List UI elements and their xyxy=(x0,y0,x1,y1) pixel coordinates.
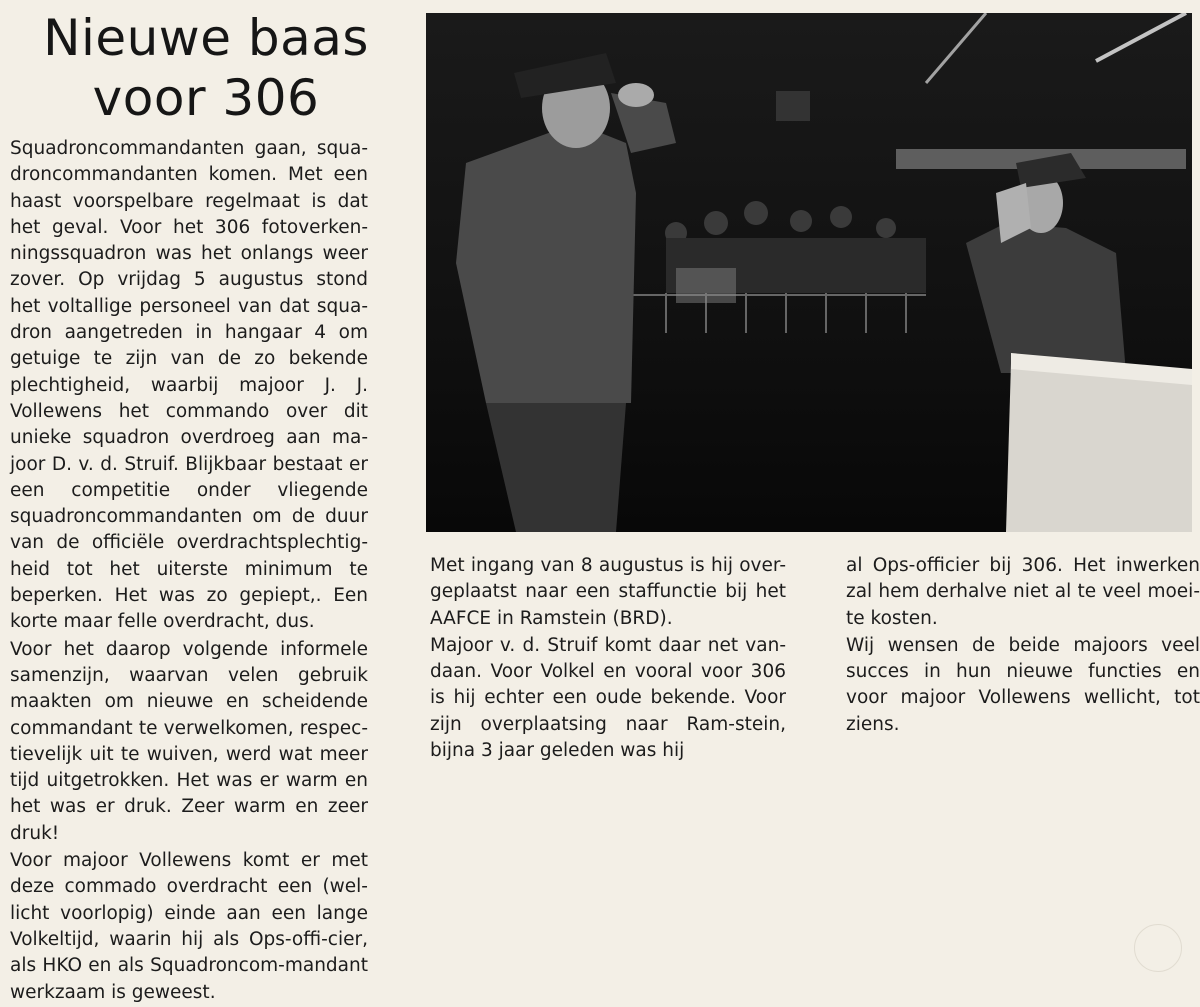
article-column-1 xyxy=(10,136,368,1007)
paragraph: Met ingang van 8 augustus is hij over-geplaatst naar een staffunctie bij het AAFCE in Ramstein (BRD). xyxy=(430,555,786,629)
paragraph: Squadroncommandanten gaan, squa-droncommandanten komen. Met een haast voorspelbare regelmaat is dat het geval. Voor het 306 fotoverken-ningssquadron was het onlangs weer zover. Op vrijdag 5 augustus stond het voltallige personeel van dat squa-dron aangetreden in hangaar 4 om getuige te zijn van de zo bekende plechtigheid, waarbij majoor J. J. Vollewens het commando over dit unieke squadron overdroeg aan ma-joor D. v. d. Struif. Blijkbaar bestaat er een competitie onder vliegende squadroncommandanten om de duur van de officiële overdrachtsplechtig-heid tot het uiterste minimum te beperken. Het was zo gepiept,. Een korte maar felle overdracht, dus. xyxy=(10,138,368,633)
archive-stamp xyxy=(1134,924,1182,972)
article-column-2 xyxy=(430,553,786,765)
headline xyxy=(0,8,412,128)
paragraph: Wij wensen de beide majoors veel succes in hun nieuwe functies en voor majoor Vollewens wellicht, tot ziens. xyxy=(846,634,1200,735)
photo-illustration xyxy=(426,13,1192,532)
paragraph: Voor majoor Vollewens komt er met deze commado overdracht een (wel-licht voorlopig) einde aan een lange Volkeltijd, waarin hij als Ops-offi-cier, als HKO en als Squadroncom-mandant werkzaam is geweest. xyxy=(10,850,368,1003)
headline-line-2: voor 306 xyxy=(92,69,320,127)
article-photo xyxy=(426,13,1192,532)
headline-line-1: Nieuwe baas xyxy=(43,9,369,67)
paragraph: Majoor v. d. Struif komt daar net van-daan. Voor Volkel en vooral voor 306 is hij echter een oude bekende. Voor zijn overplaatsing naar Ram-stein, bijna 3 jaar geleden was hij xyxy=(430,634,786,762)
paragraph: Voor het daarop volgende informele samenzijn, waarvan velen gebruik maakten om nieuwe en scheidende commandant te verwelkomen, respec-tievelijk uit te wuiven, werd wat meer tijd uitgetrokken. Het was er warm en het was er druk. Zeer warm en zeer druk! xyxy=(10,638,368,844)
article-column-3 xyxy=(846,553,1200,739)
paragraph: al Ops-officier bij 306. Het inwerken zal hem derhalve niet al te veel moei-te kosten. xyxy=(846,555,1200,629)
